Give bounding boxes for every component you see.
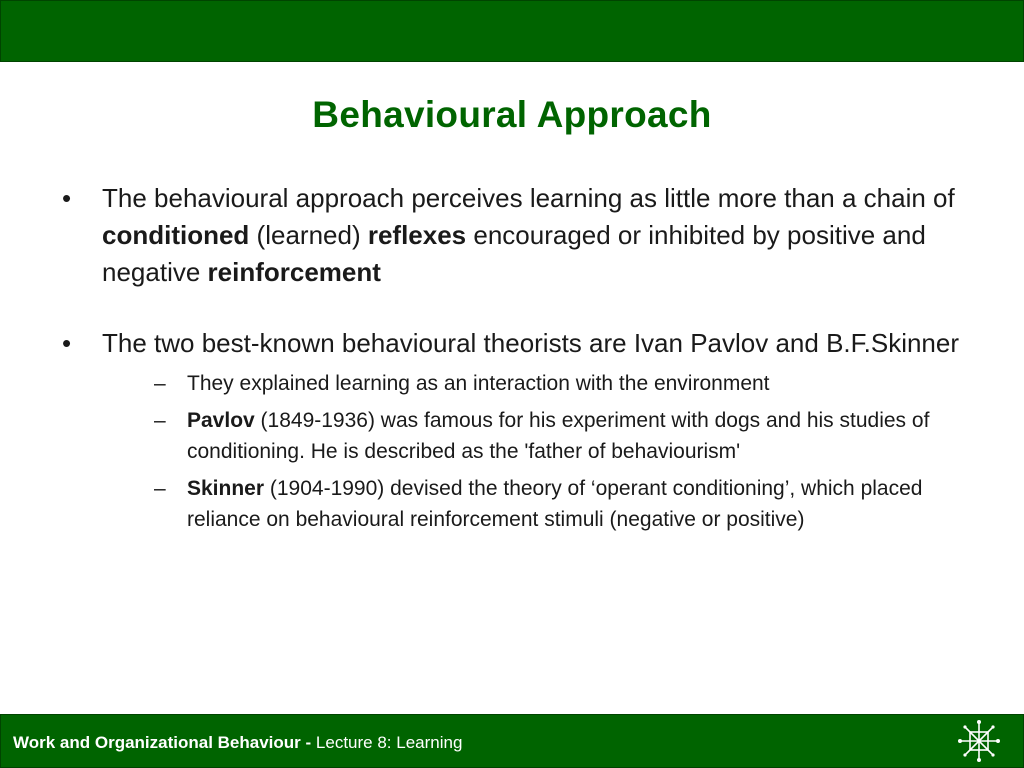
subitem-text: They explained learning as an interaction with the environment <box>187 372 770 395</box>
bullet-mark: • <box>62 183 72 213</box>
network-star-icon <box>957 719 1001 763</box>
term-reflexes: reflexes <box>367 220 467 250</box>
bullet-mark: • <box>62 328 72 358</box>
term-conditioned: conditioned <box>102 220 250 250</box>
dash-mark: – <box>154 477 166 500</box>
bullet-behavioural-approach <box>62 180 972 291</box>
footer-band <box>0 714 1024 768</box>
slide-title: Behavioural Approach <box>312 94 712 135</box>
term-reinforcement: reinforcement <box>207 257 381 287</box>
subitem-text: (1904-1990) devised the theory of ‘operant conditioning’, which placed reliance on behavioural reinforcement stimuli (negative or positive) <box>187 477 923 531</box>
bullet-text: The behavioural approach perceives learning as little more than a chain of conditioned (learned) reflexes encouraged or inhibited by positive and negative reinforcement <box>102 183 955 287</box>
slide-content <box>62 180 972 535</box>
bullet-theorists <box>62 325 972 535</box>
bullet-text: The two best-known behavioural theorists are Ivan Pavlov and B.F.Skinner <box>102 328 960 358</box>
header-band <box>0 0 1024 62</box>
footer-lecture: Lecture 8: Learning <box>315 733 463 752</box>
subitem-skinner <box>102 473 972 535</box>
term-skinner: Skinner <box>187 477 265 500</box>
term-pavlov: Pavlov <box>187 409 255 432</box>
subitem-text: (1849-1936) was famous for his experiment with dogs and his studies of conditioning. He is described as the 'father of behaviourism' <box>187 409 930 463</box>
dash-mark: – <box>154 409 166 432</box>
dash-mark: – <box>154 372 166 395</box>
theorists-sublist <box>102 368 972 535</box>
subitem-interaction <box>102 368 972 399</box>
subitem-pavlov <box>102 405 972 467</box>
footer-text <box>13 733 462 753</box>
footer-course: Work and Organizational Behaviour - <box>13 733 316 752</box>
